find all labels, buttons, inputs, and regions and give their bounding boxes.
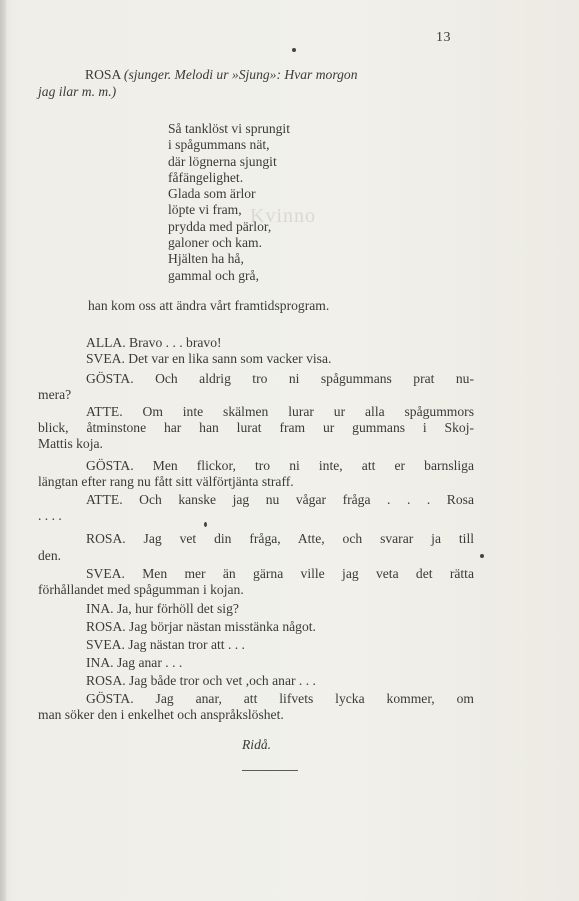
dialogue-line: ROSA. Jag börjar nästan misstänka något. [86, 619, 316, 634]
ink-speck [204, 522, 207, 527]
dialogue-line: längtan efter rang nu fått sitt välförtjänta straff. [38, 474, 294, 489]
dialogue-line: förhållandet med spågumman i kojan. [38, 582, 244, 597]
bleed-through-text: Kvinno [250, 205, 316, 227]
page-number: 13 [436, 30, 451, 45]
dialogue-line: INA. Jag anar . . . [86, 655, 183, 670]
dialogue-line: SVEA. Det var en lika sann som vacker visa. [86, 351, 332, 366]
poem-line: Så tanklöst vi sprungit [168, 121, 290, 136]
poem-line: gammal och grå, [168, 267, 259, 283]
poem-line: Glada som ärlor [168, 186, 256, 202]
poem-line: Hjälten ha hå, [168, 251, 244, 267]
header-speaker: ROSA [85, 67, 121, 82]
dialogue-line: mera? [38, 387, 72, 402]
dialogue-line: ATTE. Om inte skälmen lurar ur alla spågummors [86, 404, 474, 419]
dialogue-line: ALLA. Bravo . . . bravo! [86, 335, 222, 350]
binding-edge [0, 0, 6, 901]
dialogue-line: Mattis koja. [38, 436, 103, 451]
poem-line: galoner och kam. [168, 235, 262, 251]
dialogue-line: . . . . [38, 508, 62, 523]
header-direction: (sjunger. Melodi ur »Sjung»: Hvar morgon [123, 67, 358, 82]
poem-last-line: han kom oss att ändra vårt framtidsprogram. [88, 298, 330, 313]
dialogue-line: INA. Ja, hur förhöll det sig? [86, 601, 239, 616]
dialogue-line: den. [38, 548, 62, 563]
header-line-1 [85, 67, 521, 84]
header-line-2: jag ilar m. m.) [38, 84, 117, 99]
dialogue-line: ATTE. Och kanske jag nu vågar fråga . . . Rosa [86, 492, 474, 507]
dialogue-line: ROSA. Jag både tror och vet ,och anar . . . [86, 673, 316, 688]
dialogue-line: GÖSTA. Och aldrig tro ni spågummans prat nu- [86, 371, 474, 386]
ink-speck [480, 554, 484, 558]
song-stanza [168, 121, 290, 284]
closing-curtain: Ridå. [242, 737, 272, 752]
dialogue-line: SVEA. Men mer än gärna ville jag veta det rätta [86, 566, 474, 581]
ink-speck [292, 48, 296, 52]
dialogue-line: man söker den i enkelhet och anspråkslöshet. [38, 707, 284, 722]
poem-line: i spågummans nät, [168, 137, 270, 153]
dialogue-line: SVEA. Jag nästan tror att . . . [86, 637, 245, 652]
dialogue-line: GÖSTA. Men flickor, tro ni inte, att er barnsliga [86, 458, 474, 473]
poem-line: prydda med pärlor, [168, 218, 272, 234]
closing-rule [242, 770, 298, 771]
dialogue-line: GÖSTA. Jag anar, att lifvets lycka kommer, om [86, 691, 474, 706]
dialogue-line: blick, åtminstone har han lurat fram ur gummans i Skoj- [38, 420, 474, 435]
poem-line: där lögnerna sjungit [168, 153, 277, 169]
dialogue-line: ROSA. Jag vet din fråga, Atte, och svarar ja till [86, 531, 474, 546]
poem-line: fåfängelighet. [168, 169, 244, 185]
poem-line: löpte vi fram, [168, 202, 242, 218]
